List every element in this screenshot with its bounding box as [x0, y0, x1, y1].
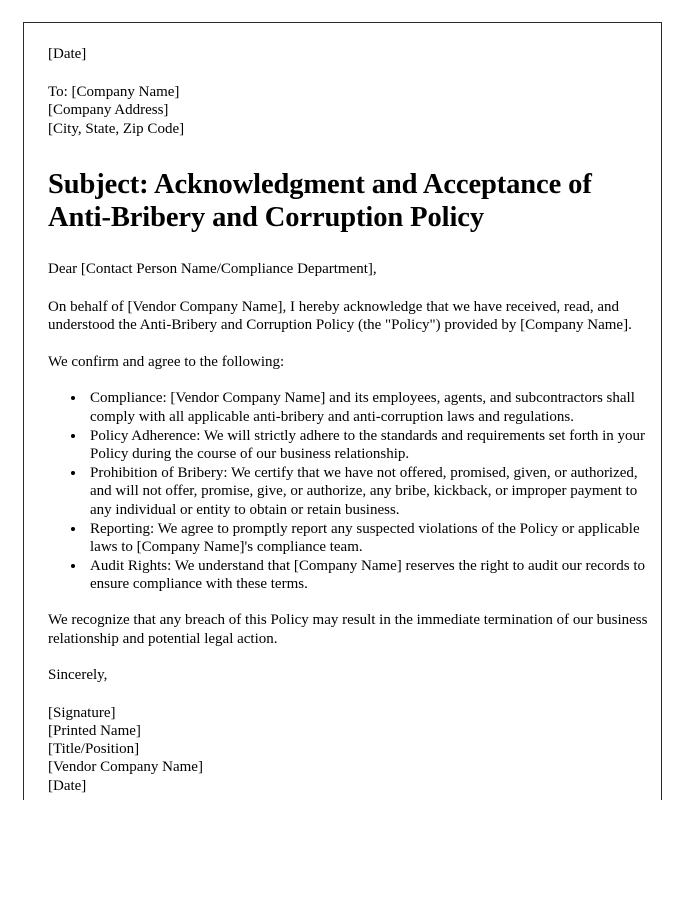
document-body — [24, 23, 661, 795]
recipient-address-line: [Company Address] — [48, 102, 169, 118]
document-date-top: [Date] — [48, 46, 87, 62]
recipient-address-block — [48, 83, 648, 139]
list-intro: We confirm and agree to the following: — [48, 353, 285, 370]
vendor-company-name-placeholder: [Vendor Company Name] — [48, 759, 203, 776]
signature-block — [48, 704, 648, 795]
terms-list — [48, 389, 648, 594]
recipient-to-line: To: [Company Name] — [48, 83, 180, 100]
breach-paragraph: We recognize that any breach of this Policy may result in the immediate termination of our business relationship and potential legal action. — [48, 611, 648, 647]
closing-salutation: Sincerely, — [48, 667, 108, 684]
page-title: Subject: Acknowledgment and Acceptance of Anti-Bribery and Corruption Policy — [48, 169, 592, 233]
list-item: • Compliance: [Vendor Company Name] and its employees, agents, and subcontractors shall comply with all applicable anti-bribery and anti-corruption laws and regulations. — [86, 389, 648, 426]
list-item: • Audit Rights: We understand that [Company Name] reserves the right to audit our records to ensure compliance with these terms. — [86, 557, 648, 594]
document-page — [23, 22, 662, 800]
list-item: • Reporting: We agree to promptly report any suspected violations of the Policy or applicable laws to [Company Name]'s compliance team. — [86, 520, 648, 557]
list-item: • Prohibition of Bribery: We certify that we have not offered, promised, given, or authorized, and will not offer, promise, give, or authorize, any bribe, kickback, or improper payment to any individual or entity to obtain or retain business. — [86, 464, 648, 520]
printed-name-placeholder: [Printed Name] — [48, 722, 141, 739]
recipient-city-state-zip: [City, State, Zip Code] — [48, 120, 185, 137]
list-item: • Policy Adherence: We will strictly adhere to the standards and requirements set forth in your Policy during the course of our business relationship. — [86, 427, 648, 464]
opening-paragraph: On behalf of [Vendor Company Name], I hereby acknowledge that we have received, read, and understood the Anti-Bribery and Corruption Policy (the "Policy") provided by [Company Name]. — [48, 298, 632, 334]
salutation: Dear [Contact Person Name/Compliance Department], — [48, 261, 377, 277]
signature-placeholder: [Signature] — [48, 704, 116, 721]
signature-date-placeholder: [Date] — [48, 777, 87, 794]
title-position-placeholder: [Title/Position] — [48, 741, 140, 758]
